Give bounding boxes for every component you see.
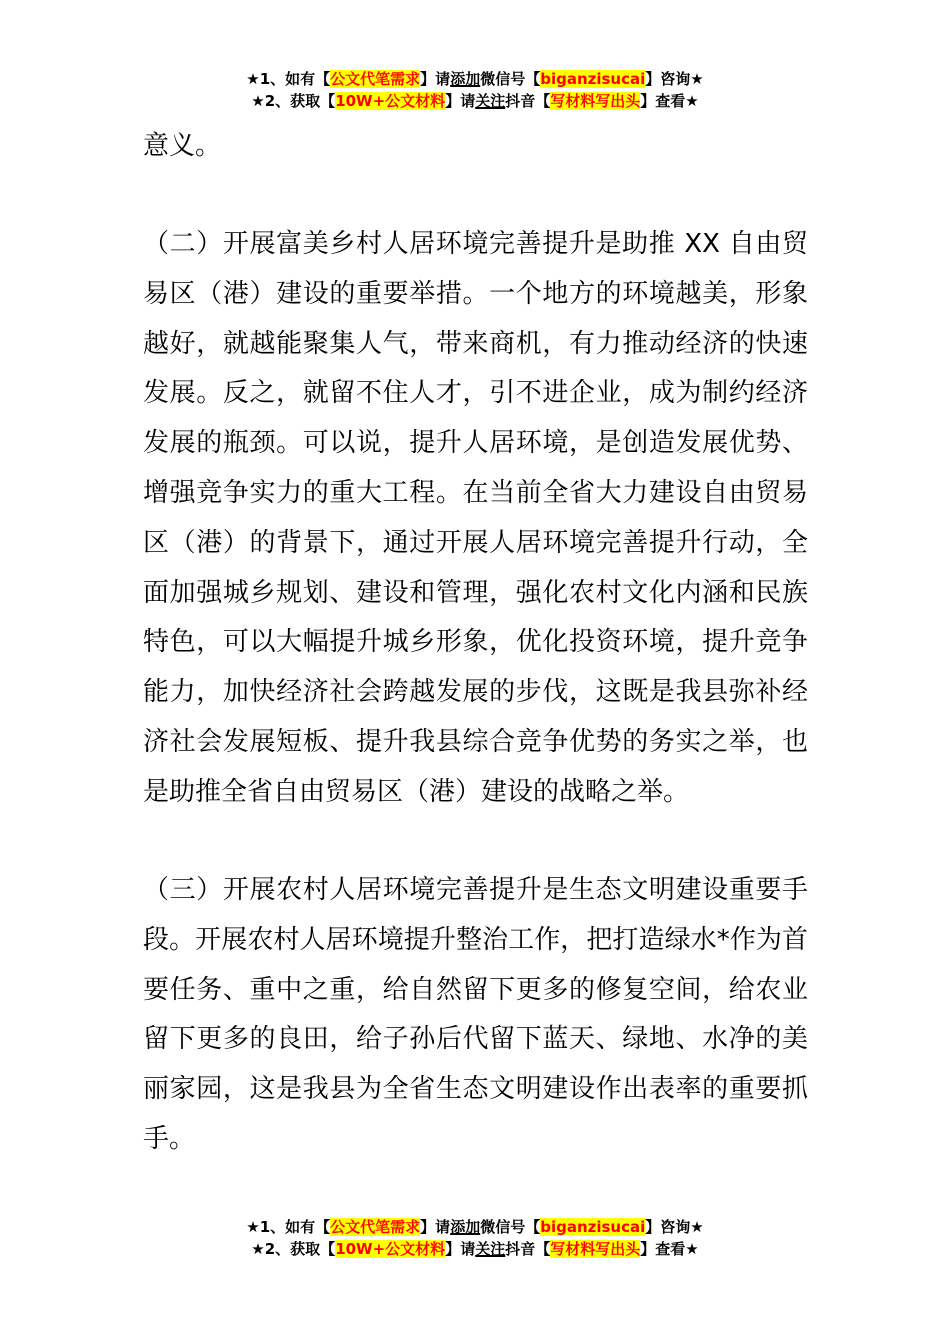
banner-text: 】请 [445,1240,476,1258]
banner-text: 】查看★ [640,1240,699,1258]
banner-text: 】查看★ [640,92,699,110]
banner-emphasis: 添加 [450,1218,481,1236]
banner-highlight: biganzisucai [540,70,646,88]
banner-highlight: 公文代笔需求 [330,1218,421,1236]
banner-line-2 [0,1238,950,1260]
banner-emphasis: 关注 [475,1240,506,1258]
banner-text: 抖音【 [505,92,551,110]
banner-line-1 [0,68,950,90]
banner-emphasis: 关注 [475,92,506,110]
banner-text: ★2、获取【 [251,1240,336,1258]
banner-text: 】请 [420,1218,451,1236]
banner-line-1 [0,1216,950,1238]
banner-highlight: 公文代笔需求 [330,70,421,88]
banner-text: ★1、如有【 [246,1218,331,1236]
banner-highlight: 10W+公文材料 [335,92,446,110]
banner-text: ★1、如有【 [246,70,331,88]
footer-banner [0,1216,950,1260]
banner-text: 】请 [420,70,451,88]
paragraph-fragment: 意义。 [143,131,222,161]
banner-text: 微信号【 [480,1218,541,1236]
banner-emphasis: 添加 [450,70,481,88]
banner-line-2 [0,90,950,112]
paragraph-section-3: （三）开展农村人居环境完善提升是生态文明建设重要手段。开展农村人居环境提升整治工作，把打造绿水*作为首要任务、重中之重，给自然留下更多的修复空间，给农业留下更多的良田，给子孙后代留下蓝天、绿地、水净的美丽家园，这是我县为全省生态文明建设作出表率的重要抓手。 [143,875,808,1154]
banner-text: 】咨询★ [645,70,704,88]
header-banner [0,68,950,112]
banner-highlight: biganzisucai [540,1218,646,1236]
banner-text: 微信号【 [480,70,541,88]
banner-highlight: 写材料写出头 [550,92,641,110]
banner-text: ★2、获取【 [251,92,336,110]
banner-text: 】请 [445,92,476,110]
banner-highlight: 写材料写出头 [550,1240,641,1258]
banner-text: 】咨询★ [645,1218,704,1236]
banner-highlight: 10W+公文材料 [335,1240,446,1258]
banner-text: 抖音【 [505,1240,551,1258]
paragraph-section-2: （二）开展富美乡村人居环境完善提升是助推 XX 自由贸易区（港）建设的重要举措。一个地方的环境越美，形象越好，就越能聚集人气，带来商机，有力推动经济的快速发展。反之，就留不住人才，引不进企业，成为制约经济发展的瓶颈。可以说，提升人居环境，是创造发展优势、增强竞争实力的重大工程。在当前全省大力建设自由贸易区（港）的背景下，通过开展人居环境完善提升行动，全面加强城乡规划、建设和管理，强化农村文化内涵和民族特色，可以大幅提升城乡形象，优化投资环境，提升竞争能力，加快经济社会跨越发展的步伐，这既是我县弥补经济社会发展短板、提升我县综合竞争优势的务实之举，也是助推全省自由贸易区（港）建设的战略之举。 [143,229,808,807]
